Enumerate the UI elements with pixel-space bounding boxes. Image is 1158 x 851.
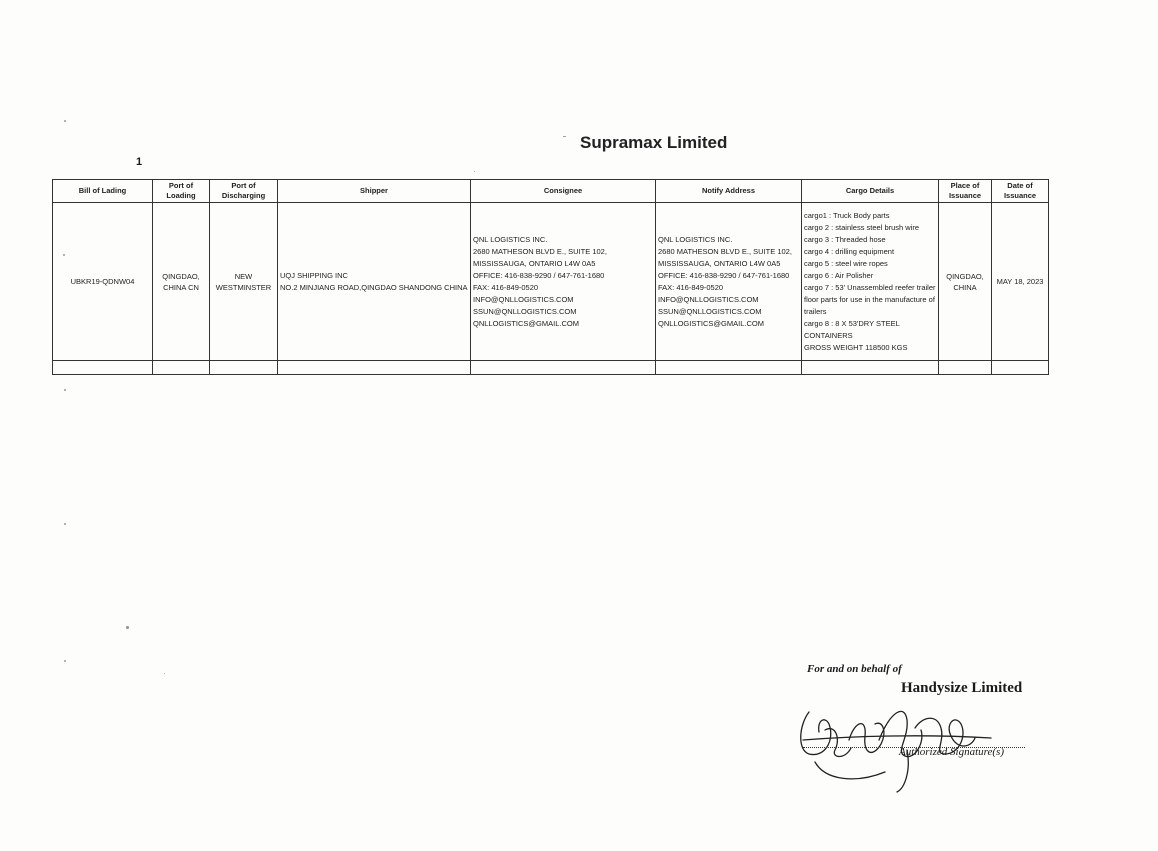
authorized-signature-label: Authorized Signature(s): [899, 746, 1004, 758]
cell-line: INFO@QNLLOGISTICS.COM: [658, 294, 759, 304]
cell-consignee: [471, 203, 656, 361]
cell-line: SSUN@QNLLOGISTICS.COM: [473, 306, 577, 316]
cell-line: UQJ SHIPPING INC: [280, 270, 348, 280]
cell-line: 2680 MATHESON BLVD E., SUITE 102,: [658, 246, 792, 256]
empty-cell: [153, 361, 210, 375]
cell-line: CHINA CN: [163, 282, 199, 292]
cell-line: QNL LOGISTICS INC.: [473, 234, 548, 244]
handwritten-signature: [795, 680, 995, 795]
signature-block: [795, 660, 1035, 800]
cell-line: INFO@QNLLOGISTICS.COM: [473, 294, 574, 304]
cell-line: QINGDAO,: [946, 271, 984, 281]
cell-port-of-discharging: [210, 203, 278, 361]
scan-speck: [64, 120, 66, 122]
empty-cell: [210, 361, 278, 375]
table-row: [53, 203, 1049, 361]
cell-port-of-loading: [153, 203, 210, 361]
header-date-of-issuance: Date of Issuance: [992, 180, 1049, 203]
table-row-empty: [53, 361, 1049, 375]
cell-line: QINGDAO,: [162, 271, 200, 281]
header-place-of-issuance: Place of Issuance: [939, 180, 992, 203]
page-mark: 1: [136, 156, 143, 168]
header-shipper: Shipper: [278, 180, 471, 203]
cell-shipper: [278, 203, 471, 361]
cell-line: cargo 3 : Threaded hose: [804, 234, 886, 244]
cell-line: CHINA: [953, 282, 977, 292]
scan-speck: [474, 171, 475, 172]
cell-line: cargo 7 : 53' Unassembled reefer trailer floor parts for use in the manufacture of trailers: [804, 282, 936, 316]
cell-line: cargo 8 : 8 X 53'DRY STEEL CONTAINERS: [804, 318, 900, 340]
header-consignee: Consignee: [471, 180, 656, 203]
cell-notify-address: [656, 203, 802, 361]
cell-line: cargo1 : Truck Body parts: [804, 210, 890, 220]
cell-line: QNLLOGISTICS@GMAIL.COM: [473, 318, 579, 328]
cell-place-of-issuance: [939, 203, 992, 361]
cell-cargo-details: [802, 203, 939, 361]
cell-line: NEW: [234, 271, 253, 281]
empty-cell: [802, 361, 939, 375]
header-bill-of-lading: Bill of Lading: [53, 180, 153, 203]
header-cargo-details: Cargo Details: [802, 180, 939, 203]
cell-line: cargo 2 : stainless steel brush wire: [804, 222, 920, 232]
empty-cell: [992, 361, 1049, 375]
scan-speck: [64, 523, 66, 525]
signing-company: Handysize Limited: [901, 680, 1023, 696]
cell-date-of-issuance: MAY 18, 2023: [992, 203, 1049, 361]
cell-line: QNLLOGISTICS@GMAIL.COM: [658, 318, 764, 328]
cell-line: cargo 4 : drilling equipment: [804, 246, 895, 256]
header-port-of-loading: Port of Loading: [153, 180, 210, 203]
cell-line: MISSISSAUGA, ONTARIO L4W 0A5: [473, 258, 596, 268]
empty-cell: [53, 361, 153, 375]
cell-line: QNL LOGISTICS INC.: [658, 234, 733, 244]
cell-line: cargo 5 : steel wire ropes: [804, 258, 888, 268]
scan-speck: [164, 673, 165, 674]
cell-line: GROSS WEIGHT 118500 KGS: [804, 342, 908, 352]
empty-cell: [471, 361, 656, 375]
scan-speck: [64, 660, 66, 662]
bill-of-lading-table: [52, 179, 1049, 375]
cell-bill-of-lading: UBKR19-QDNW04: [53, 203, 153, 361]
cell-line: FAX: 416-849-0520: [473, 282, 539, 292]
scan-speck: [64, 389, 66, 391]
cell-line: MISSISSAUGA, ONTARIO L4W 0A5: [658, 258, 781, 268]
cell-line: FAX: 416-849-0520: [658, 282, 724, 292]
scan-speck: [126, 626, 129, 629]
table-header-row: [53, 180, 1049, 203]
on-behalf-text: For and on behalf of: [807, 663, 902, 675]
cell-line: NO.2 MINJIANG ROAD,QINGDAO SHANDONG CHINA: [280, 282, 468, 292]
cell-line: OFFICE: 416-838-9290 / 647-761-1680: [658, 270, 790, 280]
cell-line: 2680 MATHESON BLVD E., SUITE 102,: [473, 246, 607, 256]
cell-line: cargo 6 : Air Polisher: [804, 270, 874, 280]
document-title: Supramax Limited: [580, 133, 728, 152]
cell-line: SSUN@QNLLOGISTICS.COM: [658, 306, 762, 316]
header-port-of-discharging: Port of Discharging: [210, 180, 278, 203]
header-notify-address: Notify Address: [656, 180, 802, 203]
scan-speck: [563, 136, 566, 137]
cell-line: OFFICE: 416-838-9290 / 647-761-1680: [473, 270, 605, 280]
empty-cell: [939, 361, 992, 375]
cell-line: WESTMINSTER: [215, 282, 272, 292]
empty-cell: [656, 361, 802, 375]
empty-cell: [278, 361, 471, 375]
